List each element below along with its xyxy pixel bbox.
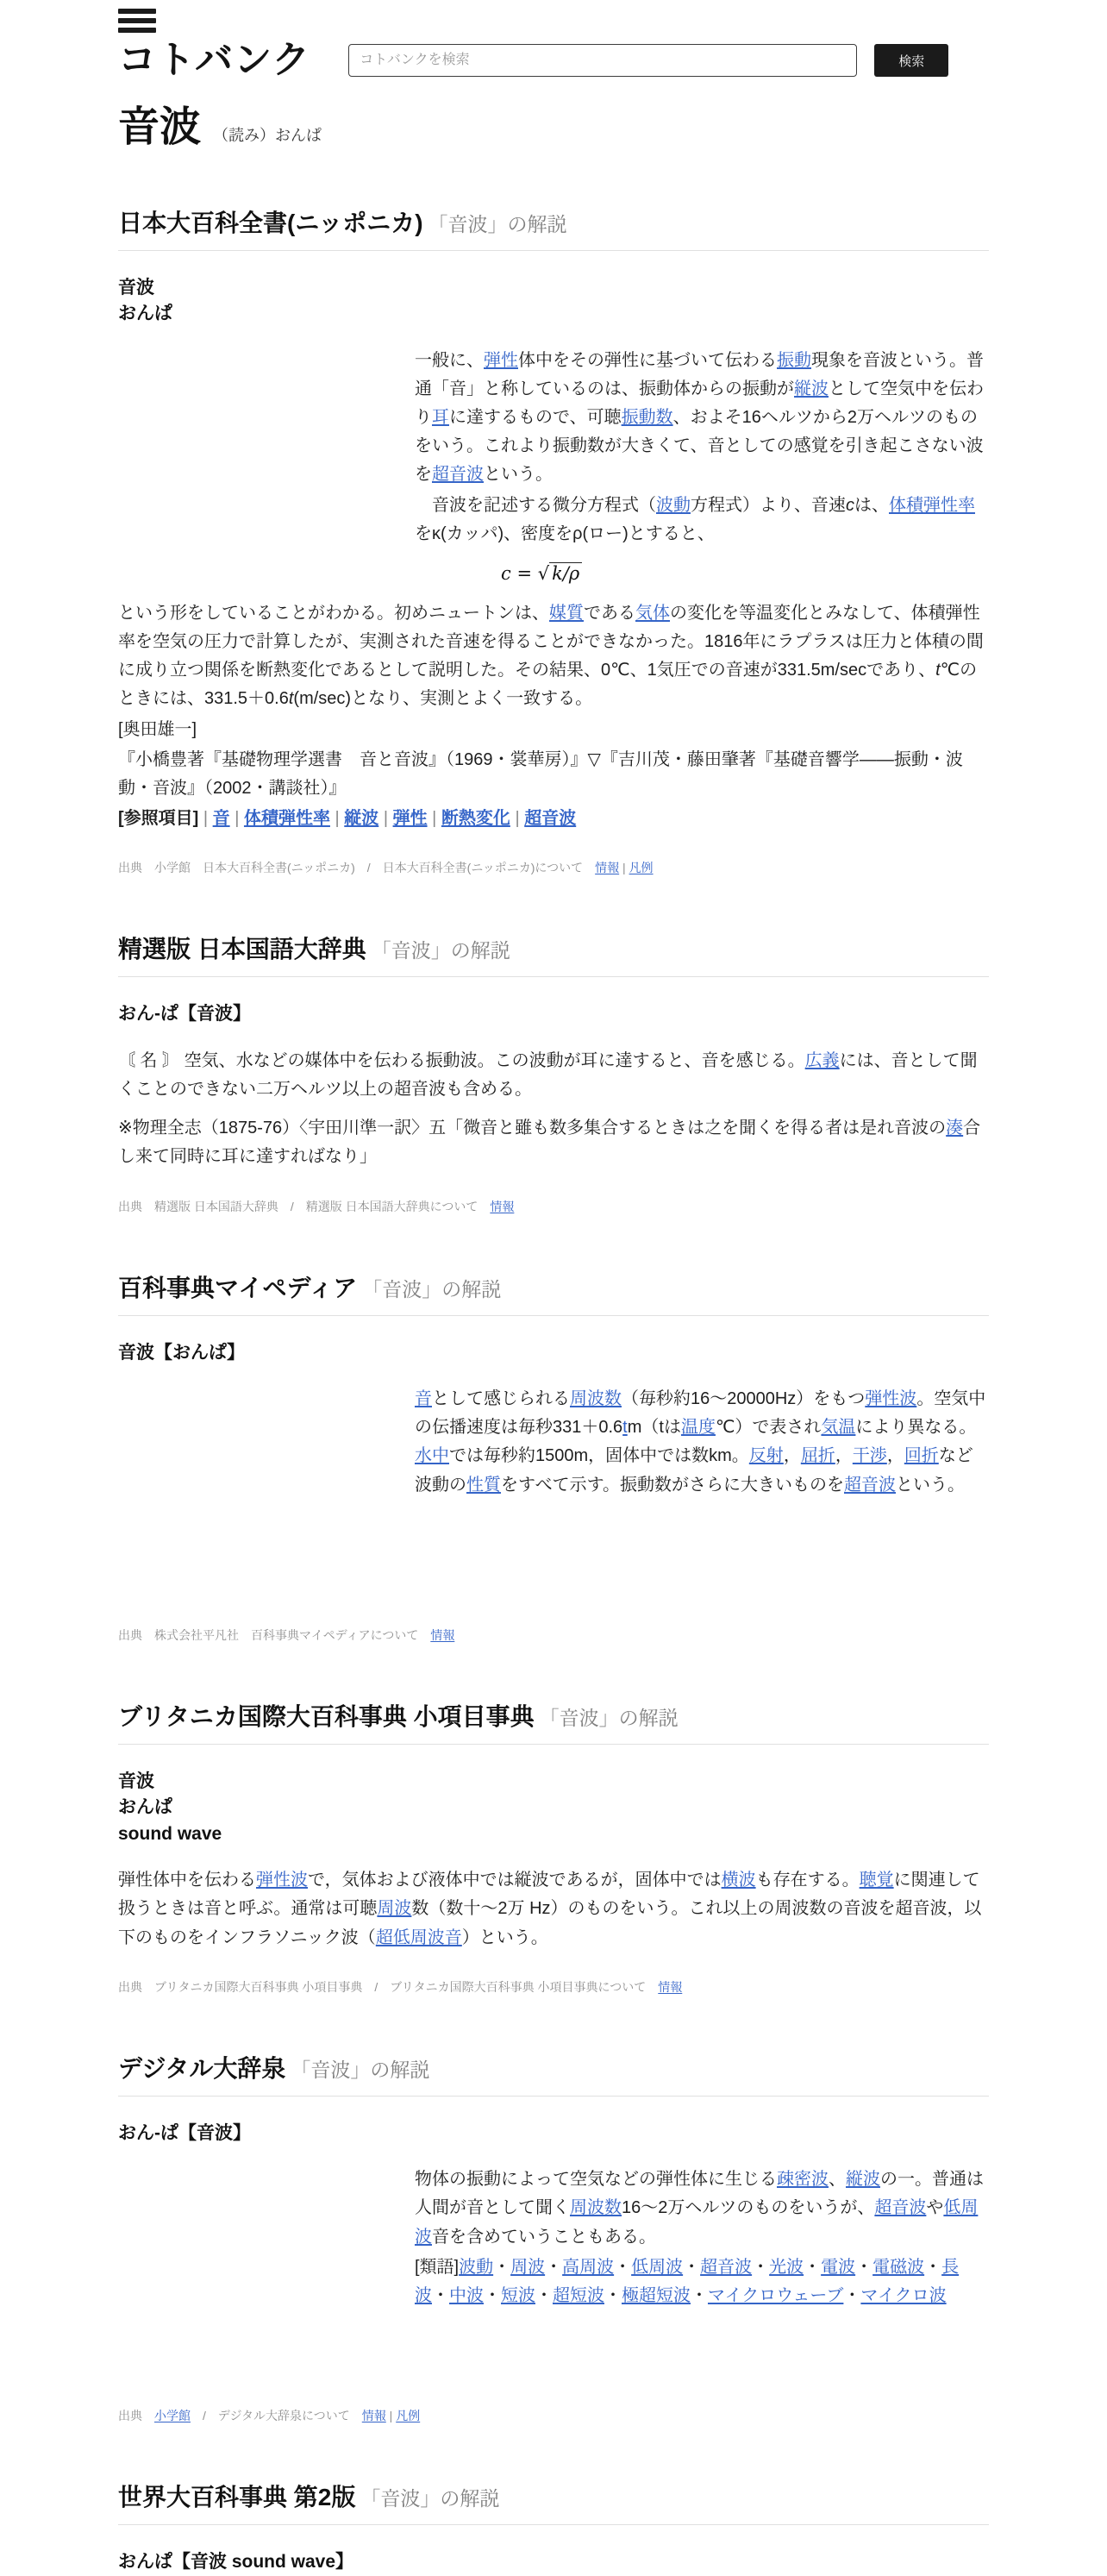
inline-link[interactable]: 体積弾性率 (889, 495, 975, 515)
inline-link[interactable]: 弾性 (484, 350, 518, 370)
entry-term (118, 1340, 989, 1366)
section-heading-suffix: 「音波」の解説 (371, 939, 510, 962)
formula-equals: = (510, 562, 538, 584)
source-attribution: 出典 小学館 / デジタル大辞泉について 情報 | 凡例 (118, 2409, 421, 2423)
separator: | (229, 809, 244, 829)
source-attribution: 出典 精選版 日本国語大辞典 / 精選版 日本国語大辞典について 情報 (118, 1199, 515, 1213)
inline-link[interactable]: 波動 (656, 495, 691, 515)
inline-link[interactable]: 体積弾性率 (243, 809, 330, 829)
inline-link[interactable]: 縦波 (344, 809, 379, 829)
search-button[interactable]: 検索 (874, 44, 948, 77)
ad-placeholder (118, 1385, 408, 1626)
inline-link[interactable]: 超音波 (700, 2257, 753, 2277)
label-bold: [参照項目] (118, 809, 199, 829)
inline-link[interactable]: 回折 (904, 1446, 939, 1466)
inline-link[interactable]: 情報 (658, 1979, 683, 1994)
inline-link[interactable]: 音 (415, 1388, 432, 1408)
paragraph: 〘 名 〙 空気、水などの媒体中を伝わる振動波。この波動が耳に達すると、音を感じる。広義には、音として聞くことのできない二万ヘルツ以上の超音波も含める。 (118, 1050, 978, 1099)
inline-link[interactable]: 周波数 (570, 2198, 622, 2218)
inline-link[interactable]: 高周波 (562, 2257, 615, 2277)
inline-link[interactable]: 超音波 (432, 465, 484, 485)
section-source-name: 百科事典マイペディア (118, 1274, 358, 1301)
site-logo[interactable]: コトバンク (118, 39, 311, 81)
inline-link[interactable]: t (622, 1418, 628, 1438)
paragraph: 物体の振動によって空気などの弾性体に生じる疎密波、縦波の一。普通は人間が音として聞く周波数16～2万ヘルツのものをいうが、超音波や低周波音を含めていうこともある。 (415, 2170, 984, 2247)
section-heading-suffix: 「音波」の解説 (539, 1706, 679, 1729)
term-line: おんぱ (118, 1797, 172, 1818)
entry-body (118, 1047, 989, 1172)
inline-link[interactable]: 情報 (490, 1199, 515, 1213)
section-divider (118, 1744, 989, 1745)
inline-link[interactable]: 電磁波 (872, 2257, 925, 2277)
separator: | (329, 809, 345, 829)
inline-link[interactable]: 低周波 (415, 2198, 979, 2247)
paragraph: 音として感じられる周波数（毎秒約16〜20000Hz）をもつ弾性波。空気中の伝播速度は毎秒331＋0.6tm（tは温度℃）で表され気温により異なる。水中では毎秒約1500m，固体中では数km。反射，屈折，干渉，回折など波動の性質をすべて示す。振動数がさらに大きいものを超音波という。 (415, 1388, 986, 1495)
section-source-name: デジタル大辞泉 (118, 2054, 286, 2082)
section-source-name: 世界大百科事典 第2版 (118, 2484, 356, 2511)
section-heading-suffix: 「音波」の解説 (362, 1277, 502, 1301)
author-byline: [奥田雄一] (118, 719, 197, 739)
entry-title-row (118, 105, 989, 151)
inline-link[interactable]: 音 (212, 809, 230, 829)
sqrt-sign: √ (537, 562, 550, 584)
inline-link[interactable]: 弾性 (392, 809, 428, 829)
paragraph: 弾性体中を伝わる弾性波で，気体および液体中では縦波であるが，固体中では横波も存在する。聴覚に関連して扱うときは音と呼ぶ。通常は可聴周波数（数十～2万 Hz）のものをいう。これ以上の周波数の音波を超音波，以下のものをインフラソニック波（超低周波音）という。 (118, 1871, 982, 1947)
inline-link[interactable]: 弾性波 (256, 1871, 308, 1890)
reference-links (118, 805, 989, 833)
inline-link[interactable]: 湊 (946, 1119, 964, 1138)
inline-link[interactable]: 疎密波 (777, 2170, 829, 2190)
inline-link[interactable]: 凡例 (396, 2409, 421, 2423)
hamburger-bar (118, 28, 156, 33)
math-variable: t (935, 661, 941, 680)
inline-link[interactable]: 超音波 (844, 1475, 896, 1495)
section-heading-suffix: 「音波」の解説 (428, 212, 567, 235)
page-container (118, 0, 989, 2576)
entry-body (118, 2165, 989, 2310)
section-divider (118, 976, 989, 977)
section-divider (118, 250, 989, 251)
section-heading (118, 1273, 989, 1303)
entry-term (118, 1769, 989, 1847)
inline-link[interactable]: 弾性波 (865, 1388, 917, 1408)
inline-link[interactable]: マイクロ波 (860, 2286, 947, 2306)
inline-link[interactable]: 周波数 (570, 1388, 622, 1408)
inline-link[interactable]: 横波 (721, 1871, 756, 1890)
term-line: 音波 (118, 1771, 154, 1791)
separator: | (198, 809, 213, 829)
inline-link[interactable]: 中波 (449, 2286, 484, 2306)
inline-link[interactable]: 超短波 (553, 2286, 604, 2306)
section-britannica (118, 1702, 989, 1996)
inline-link[interactable]: 長波 (415, 2257, 960, 2306)
inline-link[interactable]: 極超短波 (622, 2286, 691, 2306)
paragraph: 一般に、弾性体中をその弾性に基づいて伝わる振動現象を音波という。普通「音」と称しているのは、振動体からの振動が縦波として空気中を伝わり耳に達するもので、可聴振動数、およそ16ヘルツから2万ヘルツのものをいう。これより振動数が大きくて、音としての感覚を引き起こさない波を超音波という。 (415, 350, 984, 485)
bibliography: 『小橋豊著『基礎物理学選書 音と音波』（1969・裳華房）』▽『吉川茂・藤田肇著『基礎音響学――振動・波動・音波』（2002・講談社）』 (118, 749, 963, 798)
section-divider (118, 1315, 989, 1316)
section-mypedia (118, 1273, 989, 1645)
inline-link[interactable]: 媒質 (549, 603, 584, 623)
search-input[interactable] (348, 44, 857, 77)
hamburger-bar (118, 18, 156, 23)
page-title: 音波 (118, 104, 202, 150)
section-heading-suffix: 「音波」の解説 (360, 2487, 500, 2510)
inline-link[interactable]: 縦波 (846, 2170, 880, 2190)
section-heading (118, 208, 989, 238)
inline-link[interactable]: 広義 (804, 1050, 840, 1070)
section-heading (118, 934, 989, 964)
inline-link[interactable]: 光波 (769, 2257, 804, 2277)
section-sekai (118, 2482, 989, 2575)
math-variable: c (846, 495, 854, 515)
formula-radicand: k/ρ (549, 562, 582, 584)
inline-link[interactable]: 波動 (459, 2257, 494, 2277)
inline-link[interactable]: 耳 (432, 408, 449, 428)
section-nikkoku (118, 934, 989, 1215)
term-line: おん-ぱ【音波】 (118, 2122, 251, 2143)
inline-link[interactable]: 情報 (595, 861, 620, 875)
inline-link[interactable]: マイクロウェーブ (708, 2286, 844, 2306)
entry-body (118, 347, 989, 834)
inline-link[interactable]: 聴覚 (859, 1871, 894, 1890)
math-variable: t (288, 689, 294, 709)
hamburger-menu-icon[interactable] (118, 9, 156, 33)
section-heading-suffix: 「音波」の解説 (291, 2058, 430, 2081)
paragraph: 音波を記述する微分方程式（波動方程式）より、音速cは、体積弾性率をκ(カッパ)、密度をρ(ロー)とすると、 (415, 495, 975, 543)
section-heading (118, 2482, 989, 2512)
paragraph: ※物理全志（1875‐76）〈宇田川準一訳〉五「微音と雖も数多集合するときは之を聞くを得る者は是れ音波の湊合し来て同時に耳に達すればなり」 (118, 1119, 981, 1167)
entry-term (118, 275, 989, 328)
search-form (348, 44, 948, 77)
entry-body (118, 1385, 989, 1500)
synonym-links: [類語]波動・周波・高周波・低周波・超音波・光波・電波・電磁波・長波・中波・短波・超短波・極超短波・マイクロウェーブ・マイクロ波 (415, 2257, 960, 2306)
page-title-reading: （読み）おんぱ (213, 127, 322, 144)
section-daijisen (118, 2053, 989, 2425)
term-line: 音波【おんぱ】 (118, 1342, 245, 1363)
inline-link[interactable]: 反射 (748, 1446, 784, 1466)
section-divider (118, 2524, 989, 2525)
section-source-name: 精選版 日本国語大辞典 (118, 936, 366, 963)
inline-link[interactable]: 超低周波音 (375, 1927, 462, 1947)
inline-link[interactable]: 短波 (501, 2286, 535, 2306)
inline-link[interactable]: 超音波 (874, 2198, 927, 2218)
hamburger-bar (118, 9, 156, 14)
inline-link[interactable]: 情報 (361, 2409, 386, 2423)
section-source-name: 日本大百科全書(ニッポニカ) (118, 209, 423, 236)
inline-link[interactable]: 屈折 (800, 1446, 835, 1466)
inline-link[interactable]: 温度 (680, 1418, 716, 1438)
inline-link[interactable]: 気温 (821, 1418, 856, 1438)
inline-link[interactable]: 干渉 (852, 1446, 887, 1466)
section-divider (118, 2096, 989, 2097)
inline-link[interactable]: 低周波 (631, 2257, 684, 2277)
inline-link[interactable]: 情報 (430, 1627, 455, 1642)
ad-placeholder (118, 347, 408, 588)
section-heading (118, 2053, 989, 2084)
term-line: おんぱ (118, 304, 172, 324)
section-heading (118, 1702, 989, 1732)
inline-link[interactable]: 周波 (510, 2257, 546, 2277)
term-line: sound wave (118, 1823, 222, 1844)
inline-link[interactable]: 気体 (635, 603, 670, 623)
entry-term (118, 1001, 989, 1027)
inline-link[interactable]: 小学館 (154, 2409, 191, 2423)
inline-link[interactable]: 振動数 (621, 408, 673, 428)
entry-term (118, 2549, 989, 2575)
inline-link[interactable]: 凡例 (629, 861, 654, 875)
site-header (118, 9, 989, 79)
term-line: 音波 (118, 277, 154, 298)
source-attribution: 出典 株式会社平凡社 百科事典マイペディアについて 情報 (118, 1627, 455, 1642)
separator: | (378, 809, 393, 829)
section-source-name: ブリタニカ国際大百科事典 小項目事典 (118, 1702, 535, 1730)
formula-lhs: c (501, 562, 511, 584)
entry-body (118, 1866, 989, 1952)
inline-link[interactable]: 振動 (777, 350, 811, 370)
inline-link[interactable]: 水中 (415, 1446, 449, 1466)
ad-placeholder (118, 2165, 408, 2407)
paragraph: という形をしていることがわかる。初めニュートンは、媒質である気体の変化を等温変化とみなして、体積弾性率を空気の圧力で計算したが、実測された音速を得ることができなかった。1816年にラプラスは圧力と体積の間に成り立つ関係を断熱変化であるとして説明した。その結果、0℃、1気圧での音速が331.5m/secであり、t℃のときには、331.5＋0.6t(m/sec)となり、実測とよく一致する。 (118, 603, 984, 709)
inline-link[interactable]: 縦波 (794, 379, 829, 398)
separator: | (510, 809, 525, 829)
inline-link[interactable]: 性質 (466, 1475, 501, 1495)
separator: | (427, 809, 441, 829)
inline-link[interactable]: 電波 (821, 2257, 856, 2277)
source-attribution: 出典 小学館 日本大百科全書(ニッポニカ) / 日本大百科全書(ニッポニカ)について 情報 | 凡例 (118, 861, 654, 875)
inline-link[interactable]: 超音波 (524, 809, 577, 829)
inline-link[interactable]: 周波 (377, 1899, 412, 1919)
inline-link[interactable]: 断熱変化 (441, 809, 510, 829)
term-line: おんぱ【音波 sound wave】 (118, 2552, 354, 2573)
entry-term (118, 2121, 989, 2147)
section-nipponica (118, 208, 989, 878)
source-attribution: 出典 ブリタニカ国際大百科事典 小項目事典 / ブリタニカ国際大百科事典 小項目事典について 情報 (118, 1979, 683, 1994)
term-line: おん-ぱ【音波】 (118, 1004, 251, 1025)
